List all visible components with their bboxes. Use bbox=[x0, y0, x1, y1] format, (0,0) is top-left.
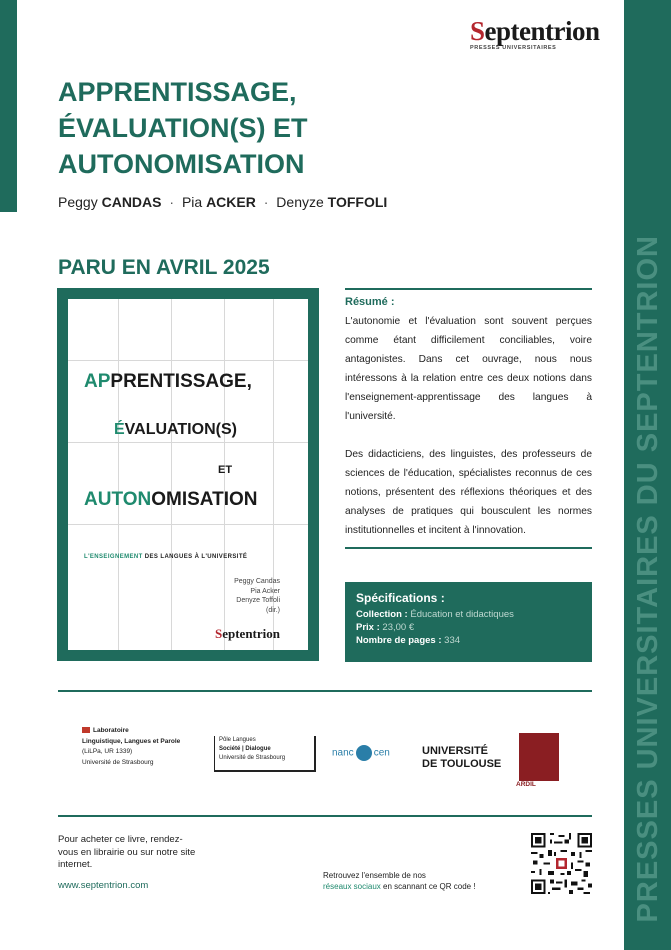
left-accent-bar bbox=[0, 0, 17, 212]
globe-icon bbox=[356, 745, 372, 761]
author-2-last: ACKER bbox=[206, 194, 256, 210]
spec-pages: Nombre de pages : 334 bbox=[356, 635, 461, 646]
flag-icon bbox=[82, 727, 90, 733]
cover-title-line-2: ÉVALUATION(S) bbox=[114, 421, 237, 438]
book-cover bbox=[57, 288, 319, 661]
cover-grid-line bbox=[118, 299, 119, 650]
cover-grid-line bbox=[68, 442, 308, 443]
title-line-2: ÉVALUATION(S) ET bbox=[58, 113, 308, 143]
cover-title-line-1: APPRENTISSAGE, bbox=[84, 371, 252, 392]
cover-title-line-4: AUTONOMISATION bbox=[84, 489, 258, 510]
author-3-last: TOFFOLI bbox=[327, 194, 388, 210]
purchase-info: Pour acheter ce livre, rendez-vous en librairie ou sur notre site internet. bbox=[58, 834, 196, 870]
side-band-text: PRESSES UNIVERSITAIRES DU SEPTENTRION bbox=[632, 234, 664, 922]
summary-paragraph-1: L'autonomie et l'évaluation sont souvent perçues comme étant difficilement conciliables, voire antagonistes. Dans cet ouvrage, nous nous intéressons à la relation entre ces deux notions dans l'enseignement-apprentissage des langues à l'université. bbox=[345, 316, 592, 422]
spec-price: Prix : 23,00 € bbox=[356, 622, 415, 633]
author-2-first: Pia bbox=[181, 194, 203, 210]
partner-pole-logo: Pôle Langues Société | Dialogue Université de Strasbourg bbox=[214, 736, 316, 772]
title-line-3: AUTONOMISATION bbox=[58, 149, 305, 179]
cover-title-line-3: ET bbox=[218, 464, 233, 476]
summary-top-rule bbox=[345, 288, 592, 290]
website-link[interactable]: www.septentrion.com bbox=[58, 880, 149, 891]
publisher-logo bbox=[470, 16, 615, 51]
release-date: PARU EN AVRIL 2025 bbox=[58, 256, 270, 279]
author-1-last: CANDAS bbox=[101, 194, 162, 210]
cover-grid-line bbox=[68, 360, 308, 361]
summary-title: Résumé : bbox=[345, 296, 395, 308]
partner-ardil-logo bbox=[519, 733, 559, 781]
qr-code-icon[interactable] bbox=[531, 833, 592, 894]
authors bbox=[58, 194, 387, 210]
summary-section bbox=[345, 296, 592, 540]
summary-bottom-rule bbox=[345, 547, 592, 549]
publisher-tagline: PRESSES UNIVERSITAIRES bbox=[470, 45, 557, 51]
author-3-first: Denyze bbox=[276, 194, 324, 210]
social-networks-link[interactable]: réseaux sociaux bbox=[323, 882, 381, 891]
title-line-1: APPRENTISSAGE, bbox=[58, 77, 297, 107]
partner-lilpa-logo: Laboratoire Linguistique, Langues et Parole (LiLPa, UR 1339) Université de Strasbourg bbox=[82, 727, 181, 766]
partner-toulouse-logo: UNIVERSITÉ DE TOULOUSE bbox=[422, 745, 502, 770]
partner-ardil-tag: ARDIL bbox=[516, 781, 536, 788]
book-cover-page bbox=[68, 299, 308, 650]
cover-editors: Peggy Candas Pia Acker Denyze Toffoli (dir.) bbox=[234, 578, 280, 614]
publisher-name: Septentrion bbox=[470, 16, 600, 46]
author-separator: · bbox=[263, 194, 269, 210]
summary-paragraph-2: Des didacticiens, des linguistes, des professeurs de sciences de l'éducation, spécialistes reconnus de ces notions, présentent des réflexions théoriques et des analyses de pratiques qui bousculent les normes institutionnelles et incitent à l'innovation. bbox=[345, 449, 592, 536]
cover-grid-line bbox=[171, 299, 172, 650]
social-info: Retrouvez l'ensemble de nos réseaux sociaux en scannant ce QR code ! bbox=[323, 871, 476, 891]
side-band bbox=[624, 0, 671, 950]
partner-nanc-logo: nanc cen bbox=[332, 745, 390, 761]
partners-bottom-rule bbox=[58, 815, 592, 817]
author-1-first: Peggy bbox=[58, 194, 98, 210]
partner-pole-underline bbox=[214, 770, 316, 772]
specifications-box bbox=[345, 582, 592, 662]
author-separator: · bbox=[169, 194, 175, 210]
specifications-title: Spécifications : bbox=[356, 591, 445, 605]
cover-publisher-logo: Septentrion bbox=[214, 626, 280, 641]
partners-top-rule bbox=[58, 690, 592, 692]
book-title bbox=[58, 74, 388, 182]
cover-subtitle: L'ENSEIGNEMENT DES LANGUES À L'UNIVERSITÉ bbox=[84, 554, 248, 560]
cover-grid-line bbox=[68, 524, 308, 525]
spec-collection: Collection : Éducation et didactiques bbox=[356, 609, 514, 620]
